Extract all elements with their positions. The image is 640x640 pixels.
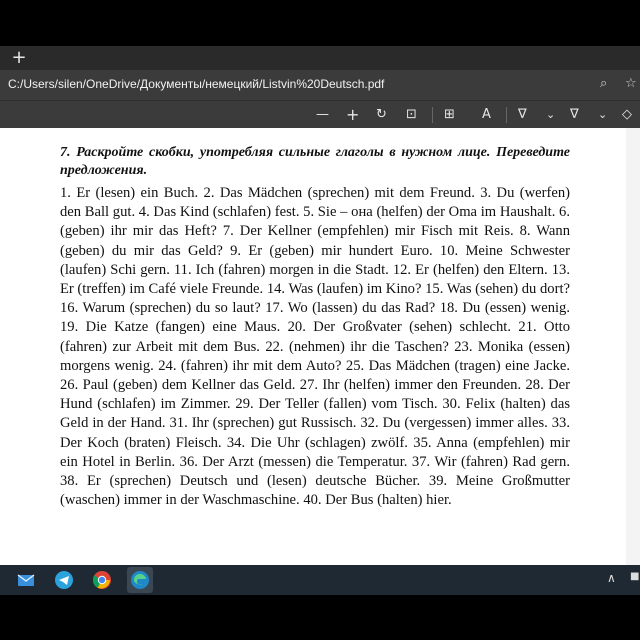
taskbar xyxy=(0,565,640,595)
chrome-app-button[interactable] xyxy=(89,567,115,593)
address-bar[interactable] xyxy=(0,70,640,100)
telegram-icon xyxy=(51,567,77,593)
star-icon[interactable]: ☆ xyxy=(625,76,637,91)
new-tab-button[interactable]: + xyxy=(11,47,27,68)
zoom-out-button[interactable]: — xyxy=(316,107,329,122)
read-aloud-button[interactable]: A xyxy=(482,107,491,122)
mail-icon xyxy=(13,567,39,593)
tray-chevron-icon[interactable]: ∧ xyxy=(607,571,616,585)
pdf-page-content xyxy=(60,144,570,510)
zoom-in-button[interactable]: + xyxy=(346,105,360,124)
draw-button[interactable]: ∇ xyxy=(518,107,527,122)
chrome-icon xyxy=(89,567,115,593)
highlight-chevron-icon[interactable]: ⌄ xyxy=(598,108,608,121)
highlight-button[interactable]: ∇ xyxy=(570,107,579,122)
url-text[interactable]: C:/Users/silen/OneDrive/Документы/немецкий/Listvin%20Deutsch.pdf xyxy=(8,77,385,91)
page-view-button[interactable]: ⊞ xyxy=(444,107,455,122)
rotate-button[interactable]: ↻ xyxy=(376,107,387,122)
telegram-app-button[interactable] xyxy=(51,567,77,593)
zoom-icon[interactable]: ⌕ xyxy=(600,76,608,91)
pdf-toolbar xyxy=(0,100,640,129)
tab-bar xyxy=(0,46,640,70)
edge-app-button[interactable] xyxy=(127,567,153,593)
tray-display-icon[interactable]: ■ xyxy=(630,571,640,582)
exercise-body: 1. Er (lesen) ein Buch. 2. Das Mädchen (sprechen) mit dem Freund. 3. Du (werfen) den Ball gut. 4. Das Kind (schlafen) fest. 5. Sie – она (helfen) der Oma im Haushalt. 6. (geben) ihr mir das Heft? 7. Der Kellner (empfehlen) mir Fisch mit Reis. 8. Wann (geben) du mir das Geld? 9. Er (geben) mir hundert Euro. 10. Meine Schwester (laufen) Schi gern. 11. Ich (fahren) morgen in die Stadt. 12. Er (helfen) den Eltern. 13. Er (treffen) im Café viele Freunde. 14. Was (laufen) im Kino? 15. Was (sehen) du dort? 16. Warum (sprechen) du so laut? 17. Wo (lassen) du das Rad? 18. Du (essen) wenig. 19. Die Katze (fangen) eine Maus. 20. Der Großvater (sehen) schlecht. 21. Otto (fahren) zur Arbeit mit dem Bus. 22. (nehmen) ihr die Taschen? 23. Monika (essen) morgens wenig. 24. (fahren) ihr mit dem Auto? 25. Das Mädchen (tragen) eine Jacke. 26. Paul (geben) dem Kellner das Geld. 27. Ihr (helfen) immer den Freunden. 28. Der Hund (schlafen) im Zimmer. 29. Der Teller (fallen) vom Tisch. 30. Felix (halten) das Geld in der Hand. 31. Ihr (sprechen) gut Russisch. 32. Du (vergessen) immer alles. 33. Der Koch (braten) Fleisch. 34. Die Uhr (schlagen) zwölf. 35. Anna (empfehlen) mir ein Hotel in Berlin. 36. Der Arzt (messen) die Temperatur. 37. Wir (fahren) Rad gern. 38. Er (sprechen) Deutsch und (lesen) deutsche Bücher. 39. Meine Großmutter (waschen) immer in der Waschmaschine. 40. Der Bus (halten) hier. xyxy=(60,185,570,509)
erase-button[interactable]: ◇ xyxy=(622,107,632,122)
toolbar-divider xyxy=(506,107,507,123)
vertical-scrollbar[interactable] xyxy=(626,128,640,565)
screen-border xyxy=(0,595,640,640)
mail-app-button[interactable] xyxy=(13,567,39,593)
exercise-heading: 7. Раскройте скобки, употребляя сильные глаголы в нужном лице. Переведите предложения. xyxy=(60,145,570,178)
draw-chevron-icon[interactable]: ⌄ xyxy=(546,108,556,121)
toolbar-divider xyxy=(432,107,433,123)
fit-page-button[interactable]: ⊡ xyxy=(406,107,417,122)
edge-icon xyxy=(127,567,153,593)
